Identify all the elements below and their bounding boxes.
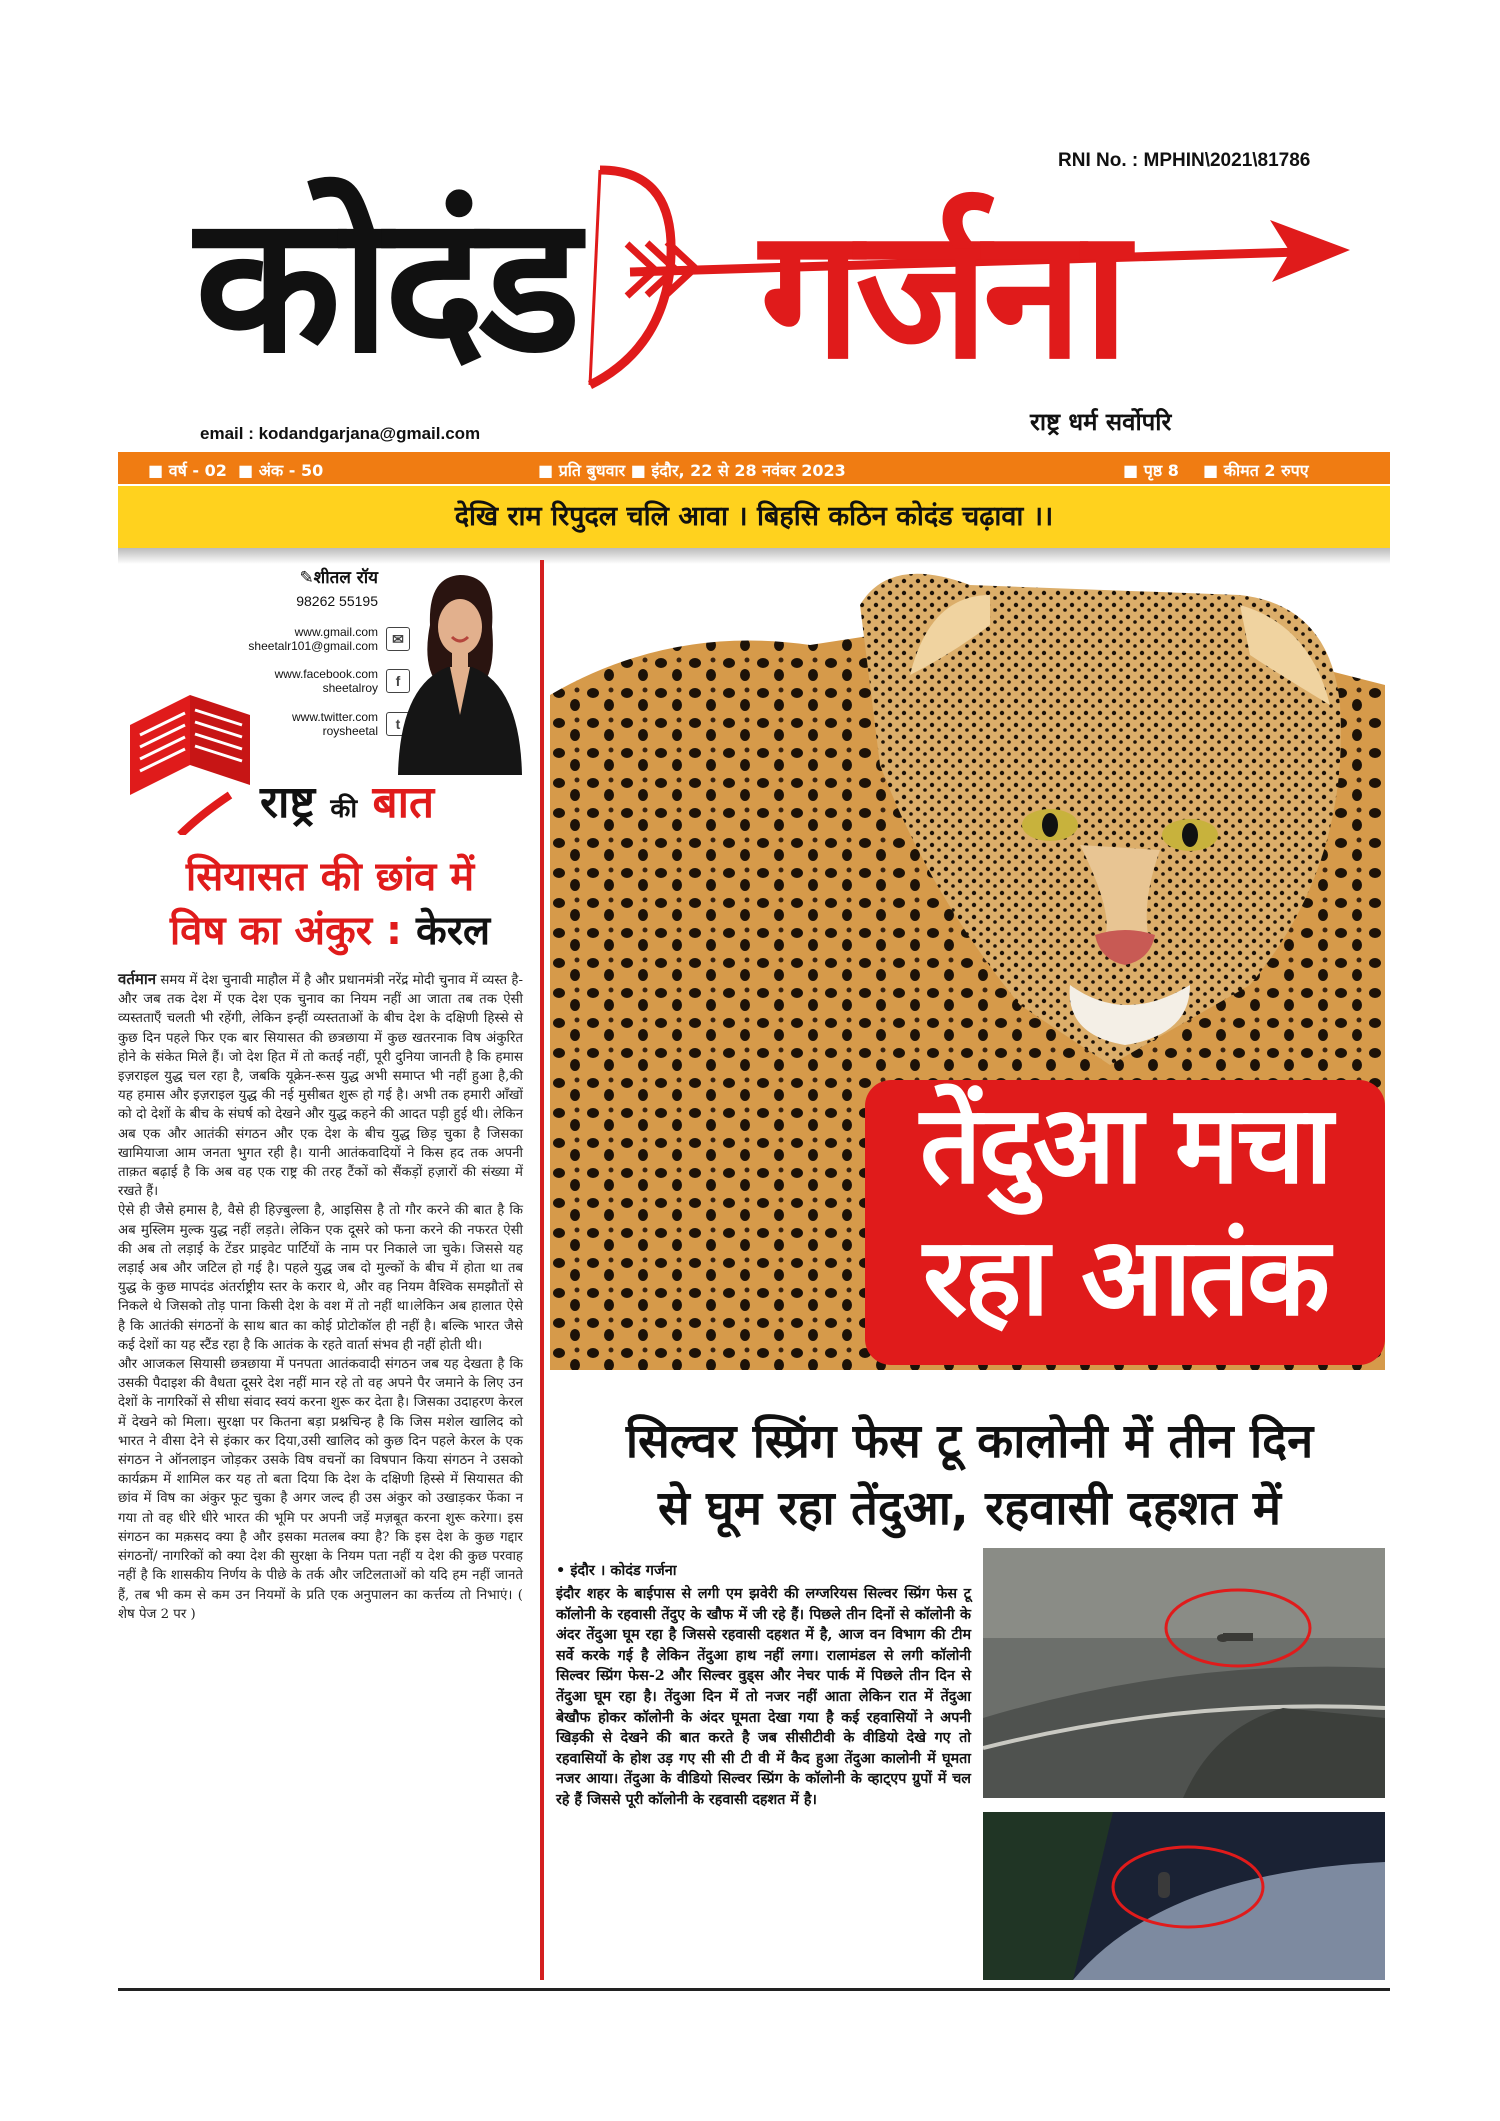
author-name: ✎शीतल रॉय (299, 568, 378, 588)
masthead-tagline: राष्ट्र धर्म सर्वोपरि (1030, 408, 1172, 436)
quote-bar-shadow (118, 548, 1390, 564)
price: ■ कीमत 2 रुपए (1203, 461, 1309, 480)
cctv-photo-1 (983, 1548, 1385, 1798)
quote-bar: देखि राम रिपुदल चलि आवा । बिहसि कठिन कोदंड चढ़ावा ।। (118, 486, 1390, 548)
author-photo (388, 565, 528, 775)
masthead-right-word: गर्जना (760, 190, 1124, 399)
issue-number: ■ अंक - 50 (238, 461, 324, 480)
author-facebook: www.facebook.com sheetalroy f (275, 667, 378, 695)
twitter-icon: t (386, 712, 410, 736)
facebook-icon: f (386, 669, 410, 693)
column-title: राष्ट्र की बात (260, 777, 435, 828)
lead-story-body: इंदौर शहर के बाईपास से लगी एम झवेरी की लग्जरियस सिल्वर स्प्रिंग फेस टू कॉलोनी के रहवासी तेंदुए के खौफ में जी रहे हैं। पिछले तीन दिनों से कॉलोनी के अंदर तेंदुआ घूम रहा है जिससे रहवासी दहशत में है, आज वन विभाग की टीम सर्वे करके गई है लेकिन तेंदुआ हाथ नहीं लगा। रालामंडल से लगी कॉलोनी सिल्वर स्प्रिंग फेस-2 और सिल्वर वुड्स और नेचर पार्क में पिछले तीन दिन से तेंदुआ घूम रहा है। तेंदुआ दिन में तो नजर नहीं आता लेकिन रात में तेंदुआ बेखौफ होकर कॉलोनी के अंदर घूमता देखा गया है कई रहवासियों ने अपनी खिड़की से देखने की बात करते है जब सीसीटीवी के वीडियो देखे गए तो रहवासियों के होश उड़ गए सी सी टी वी में कैद हुआ तेंदुआ कालोनी में घूमता नजर आया। तेंदुआ के वीडियो सिल्वर स्प्रिंग के कॉलोनी के व्हाट्एप ग्रुपों में चल रहे हैं जिससे पूरी कॉलोनी के रहवासी दहशत में है। (556, 1586, 971, 1808)
issue-year: ■ वर्ष - 02 (148, 461, 227, 480)
column-headline: सियासत की छांव में विष का अंकुर : केरल (169, 854, 491, 954)
masthead-left-word: कोदंड (195, 174, 575, 395)
masthead-email: email : kodandgarjana@gmail.com (200, 424, 481, 443)
issue-date: ■ प्रति बुधवार ■ इंदौर, 22 से 28 नवंबर 2023 (538, 461, 846, 480)
email-icon: ✉ (386, 627, 410, 651)
cctv-photo-2 (983, 1812, 1385, 1980)
lead-subheadline: सिल्वर स्प्रिंग फेस टू कालोनी में तीन दिन से घूम रहा तेंदुआ, रहवासी दहशत में (625, 1414, 1314, 1536)
page-count: ■ पृष्ठ 8 (1123, 461, 1179, 480)
author-gmail: www.gmail.com sheetalr101@gmail.com ✉ (248, 625, 378, 653)
open-book-icon (120, 685, 260, 835)
bottom-rule (118, 1988, 1390, 1991)
author-twitter: www.twitter.com roysheetal t (292, 710, 378, 738)
column-article-body: वर्तमान समय में देश चुनावी माहौल में है और प्रधानमंत्री नरेंद्र मोदी चुनाव में व्यस्त है- और जब तक देश में एक देश एक चुनाव का नियम नहीं आ जाता तब तक ऐसी व्यस्तताएँ चलती भी रहेंगी, लेकिन इन्हीं व्यस्तताओं के बीच देश के दक्षिणी हिस्से से कुछ दिन पहले फिर एक बार सियासत की छत्रछाया में कुछ खतरनाक विष अंकुरित होने के संकेत मिले हैं। जो देश हित में तो कतई नहीं, पूरी दुनिया जानती है कि हमास इज़राइल युद्ध चल रहा है, जबकि यूक्रेन-रूस युद्ध अभी समाप्त भी नहीं हुआ है,की यह हमास और इज़राइल युद्ध की नई मुसीबत शुरू हो गई है। अभी तक हमारी आँखों को दो देशों के बीच के संघर्ष को देखने और युद्ध कहने की आदत पड़ी हुई थी। लेकिन अब एक और आतंकी संगठन और एक देश के बीच युद्ध छिड़ चुका है जिसका खामियाजा आम जनता भुगत रही है। यानी आतंकवादियों ने किस हद तक अपनी ताक़त बढ़ाई है कि अब वह एक राष्ट्र की तरह टैंकों को सैंकड़ों हज़ारों की संख्या में रखते हैं। ऐसे ही जैसे हमास है, वैसे ही हिज़्बुल्ला है, आइसिस है तो गौर करने की बात है कि अब मुस्लिम मुल्क युद्ध नहीं लड़ते। लेकिन एक दूसरे को फना करने की नफरत ऐसी की अब तो लड़ाई के टेंडर प्राइवेट पार्टियों के नाम पर निकाले जा चुके। जिससे यह लड़ाई अब और जटिल हो गई है। पहले युद्ध जब दो मुल्कों के बीच में होता था तब युद्ध के कुछ मापदंड अंतर्राष्ट्रीय स्तर के करार थे, और वह नियम वैश्विक समझौतों से निकले थे जिसको तोड़ पाना किसी देश के वश में तो नहीं था।लेकिन अब हालात ऐसे है कि आतंकी संगठनों के साथ बात का कोई प्रोटोकॉल ही नहीं है। बल्कि भारत जैसे कई देशों का यह स्टैंड रहा है कि आतंक के रहते वार्ता संभव ही नहीं होती थी। और आजकल सियासी छत्रछाया में पनपता आतंकवादी संगठन जब यह देखता है कि उसकी पैदाइश की वैधता दूसरे देश नहीं मान रहे तो वह अपने पैर जमाने के लिए उन देशों के नागरिकों से सीधा संवाद स्वयं करना शुरू कर देता है। जिसका उदाहरण केरल में देखने को मिला। सुरक्षा पर कितना बड़ा प्रश्नचिन्ह है कि जिस मशेल खालिद को भारत ने वीसा देने से इंकार कर दिया,उसी खालिद को कुछ दिन पहले केरल के एक संगठन ने ऑनलाइन जोड़कर उसके विष वचनों का विषपान किया संगठन ने उसको कार्यक्रम में शामिल कर यह तो बता दिया कि देश के दक्षिणी हिस्से में सियासत की छांव में विष का अंकुर फूट चुका है अगर जल्द ही उस अंकुर को उखाड़कर फेंका न गया तो वह धीरे धीरे भारत की भूमि पर अपनी जड़ें मज़बूत करना शुरू करेगा। इस संगठन का मक़सद क्या है और इसका मतलब क्या है? कि इस देश के कुछ गद्दार संगठनों/ नागरिकों को क्या देश की सुरक्षा के नियम पता नहीं य देश की कुछ परवाह नहीं है कि शासकीय निर्णय के पीछे के तर्क और जटिलताओं को यदि हम नहीं जानते हैं, तब भी कम से कम उन नियमों के प्रति एक अनुपालन का कर्त्तव्य तो निभाएं। ( शेष पेज 2 पर ) (118, 970, 523, 1622)
issue-info-bar (118, 452, 1390, 484)
lead-dateline: • इंदौर । कोदंड गर्जना (556, 1563, 677, 1579)
column-divider (540, 560, 544, 1980)
lead-headline: तेंदुआ मचा रहा आतंक (865, 1080, 1385, 1365)
rni-number: RNI No. : MPHIN\2021\81786 (1058, 150, 1311, 171)
author-phone: 98262 55195 (296, 593, 378, 609)
